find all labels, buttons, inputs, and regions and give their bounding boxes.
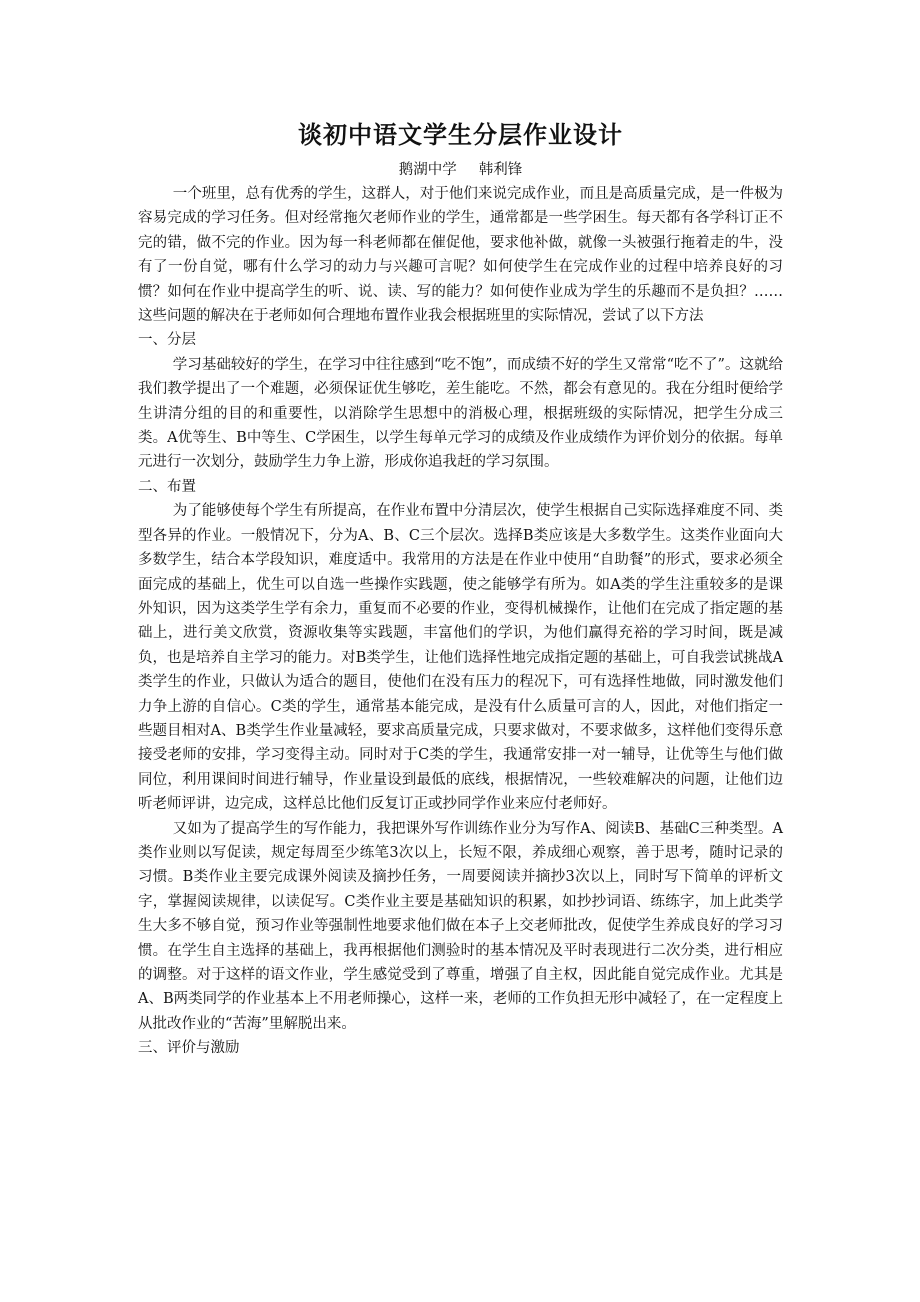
intro-paragraph: 一个班里，总有优秀的学生，这群人，对于他们来说完成作业，而且是高质量完成，是一件极为容易完成的学习任务。但对经常拖欠老师作业的学生，通常都是一些学困生。每天都有各学科订正不完的错，做不完的作业。因为每一科老师都在催促他，要求他补做，就像一头被强行拖着走的牛，没有了一份自觉，哪有什么学习的动力与兴趣可言呢？如何使学生在完成作业的过程中培养良好的习惯？如何在作业中提高学生的听、说、读、写的能力？如何使作业成为学生的乐趣而不是负担？……这些问题的解决在于老师如何合理地布置作业我会根据班里的实际情况，尝试了以下方法 xyxy=(138,186,783,325)
section-2-paragraph-2: 又如为了提高学生的写作能力，我把课外写作训练作业分为写作A、阅读B、基础C三种类型。A类作业则以写促读，规定每周至少练笔3次以上，长短不限，养成细心观察，善于思考，随时记录的习惯。B类作业主要完成课外阅读及摘抄任务，一周要阅读并摘抄3次以上，同时写下简单的评析文字，掌握阅读规律，以读促写。C类作业主要是基础知识的积累，如抄抄词语、练练字，加上此类学生大多不够自觉，预习作业等强制性地要求他们做在本子上交老师批改，促使学生养成良好的学习习惯。在学生自主选择的基础上，我再根据他们测验时的基本情况及平时表现进行二次分类，进行相应的调整。对于这样的语文作业，学生感觉受到了尊重，增强了自主权，因此能自觉完成作业。尤其是A、B两类同学的作业基本上不用老师操心，这样一来，老师的工作负担无形中减轻了，在一定程度上从批改作业的“苦海”里解脱出来。 xyxy=(138,820,783,1032)
section-2-paragraph-1: 为了能够使每个学生有所提高，在作业布置中分清层次，使学生根据自己实际选择难度不同、类型各异的作业。一般情况下，分为A、B、C三个层次。选择B类应该是大多数学生。这类作业面向大多数学生，结合本学段知识，难度适中。我常用的方法是在作业中使用“自助餐”的形式，要求必须全面完成的基础上，优生可以自选一些操作实践题，使之能够学有所为。如A类的学生注重较多的是课外知识，因为这类学生学有余力，重复而不必要的作业，变得机械操作，让他们在完成了指定题的基础上，进行美文欣赏，资源收集等实践题，丰富他们的学识，为他们赢得充裕的学习时间，既是减负，也是培养自主学习的能力。对B类学生，让他们选择性地完成指定题的基础上，可自我尝试挑战A类学生的作业，只做认为适合的题目，使他们在没有压力的程况下，可有选择性地做，同时激发他们力争上游的自信心。C类的学生，通常基本能完成，是没有什么质量可言的人，因此，对他们指定一些题目相对A、B类学生作业量减轻，要求高质量完成，只要求做对，不要求做多，这样他们变得乐意接受老师的安排，学习变得主动。同时对于C类的学生，我通常安排一对一辅导，让优等生与他们做同位，利用课间时间进行辅导，作业量设到最低的底线，根据情况，一些较难解决的问题，让他们边听老师评讲，边完成，这样总比他们反复订正或抄同学作业来应付老师好。 xyxy=(138,503,783,813)
document-title: 谈初中语文学生分层作业设计 xyxy=(298,120,623,149)
section-1-paragraph: 学习基础较好的学生，在学习中往往感到“吃不饱”，而成绩不好的学生又常常“吃不了”。这就给我们教学提出了一个难题，必须保证优生够吃，差生能吃。不然，都会有意见的。我在分组时便给学生讲清分组的目的和重要性，以消除学生思想中的消极心理，根据班级的实际情况，把学生分成三类。A优等生、B中等生、C学困生，以学生每单元学习的成绩及作业成绩作为评价划分的依据。每单元进行一次划分，鼓励学生力争上游，形成你追我赶的学习氛围。 xyxy=(138,356,783,471)
section-heading-1: 一、分层 xyxy=(138,332,196,349)
section-heading-3: 三、评价与激励 xyxy=(138,1040,240,1057)
author-line xyxy=(138,158,783,182)
author-name: 韩利锋 xyxy=(478,162,523,178)
document-page xyxy=(138,0,783,1061)
author-school: 鹅湖中学 xyxy=(398,162,457,178)
section-heading-2: 二、布置 xyxy=(138,478,196,495)
